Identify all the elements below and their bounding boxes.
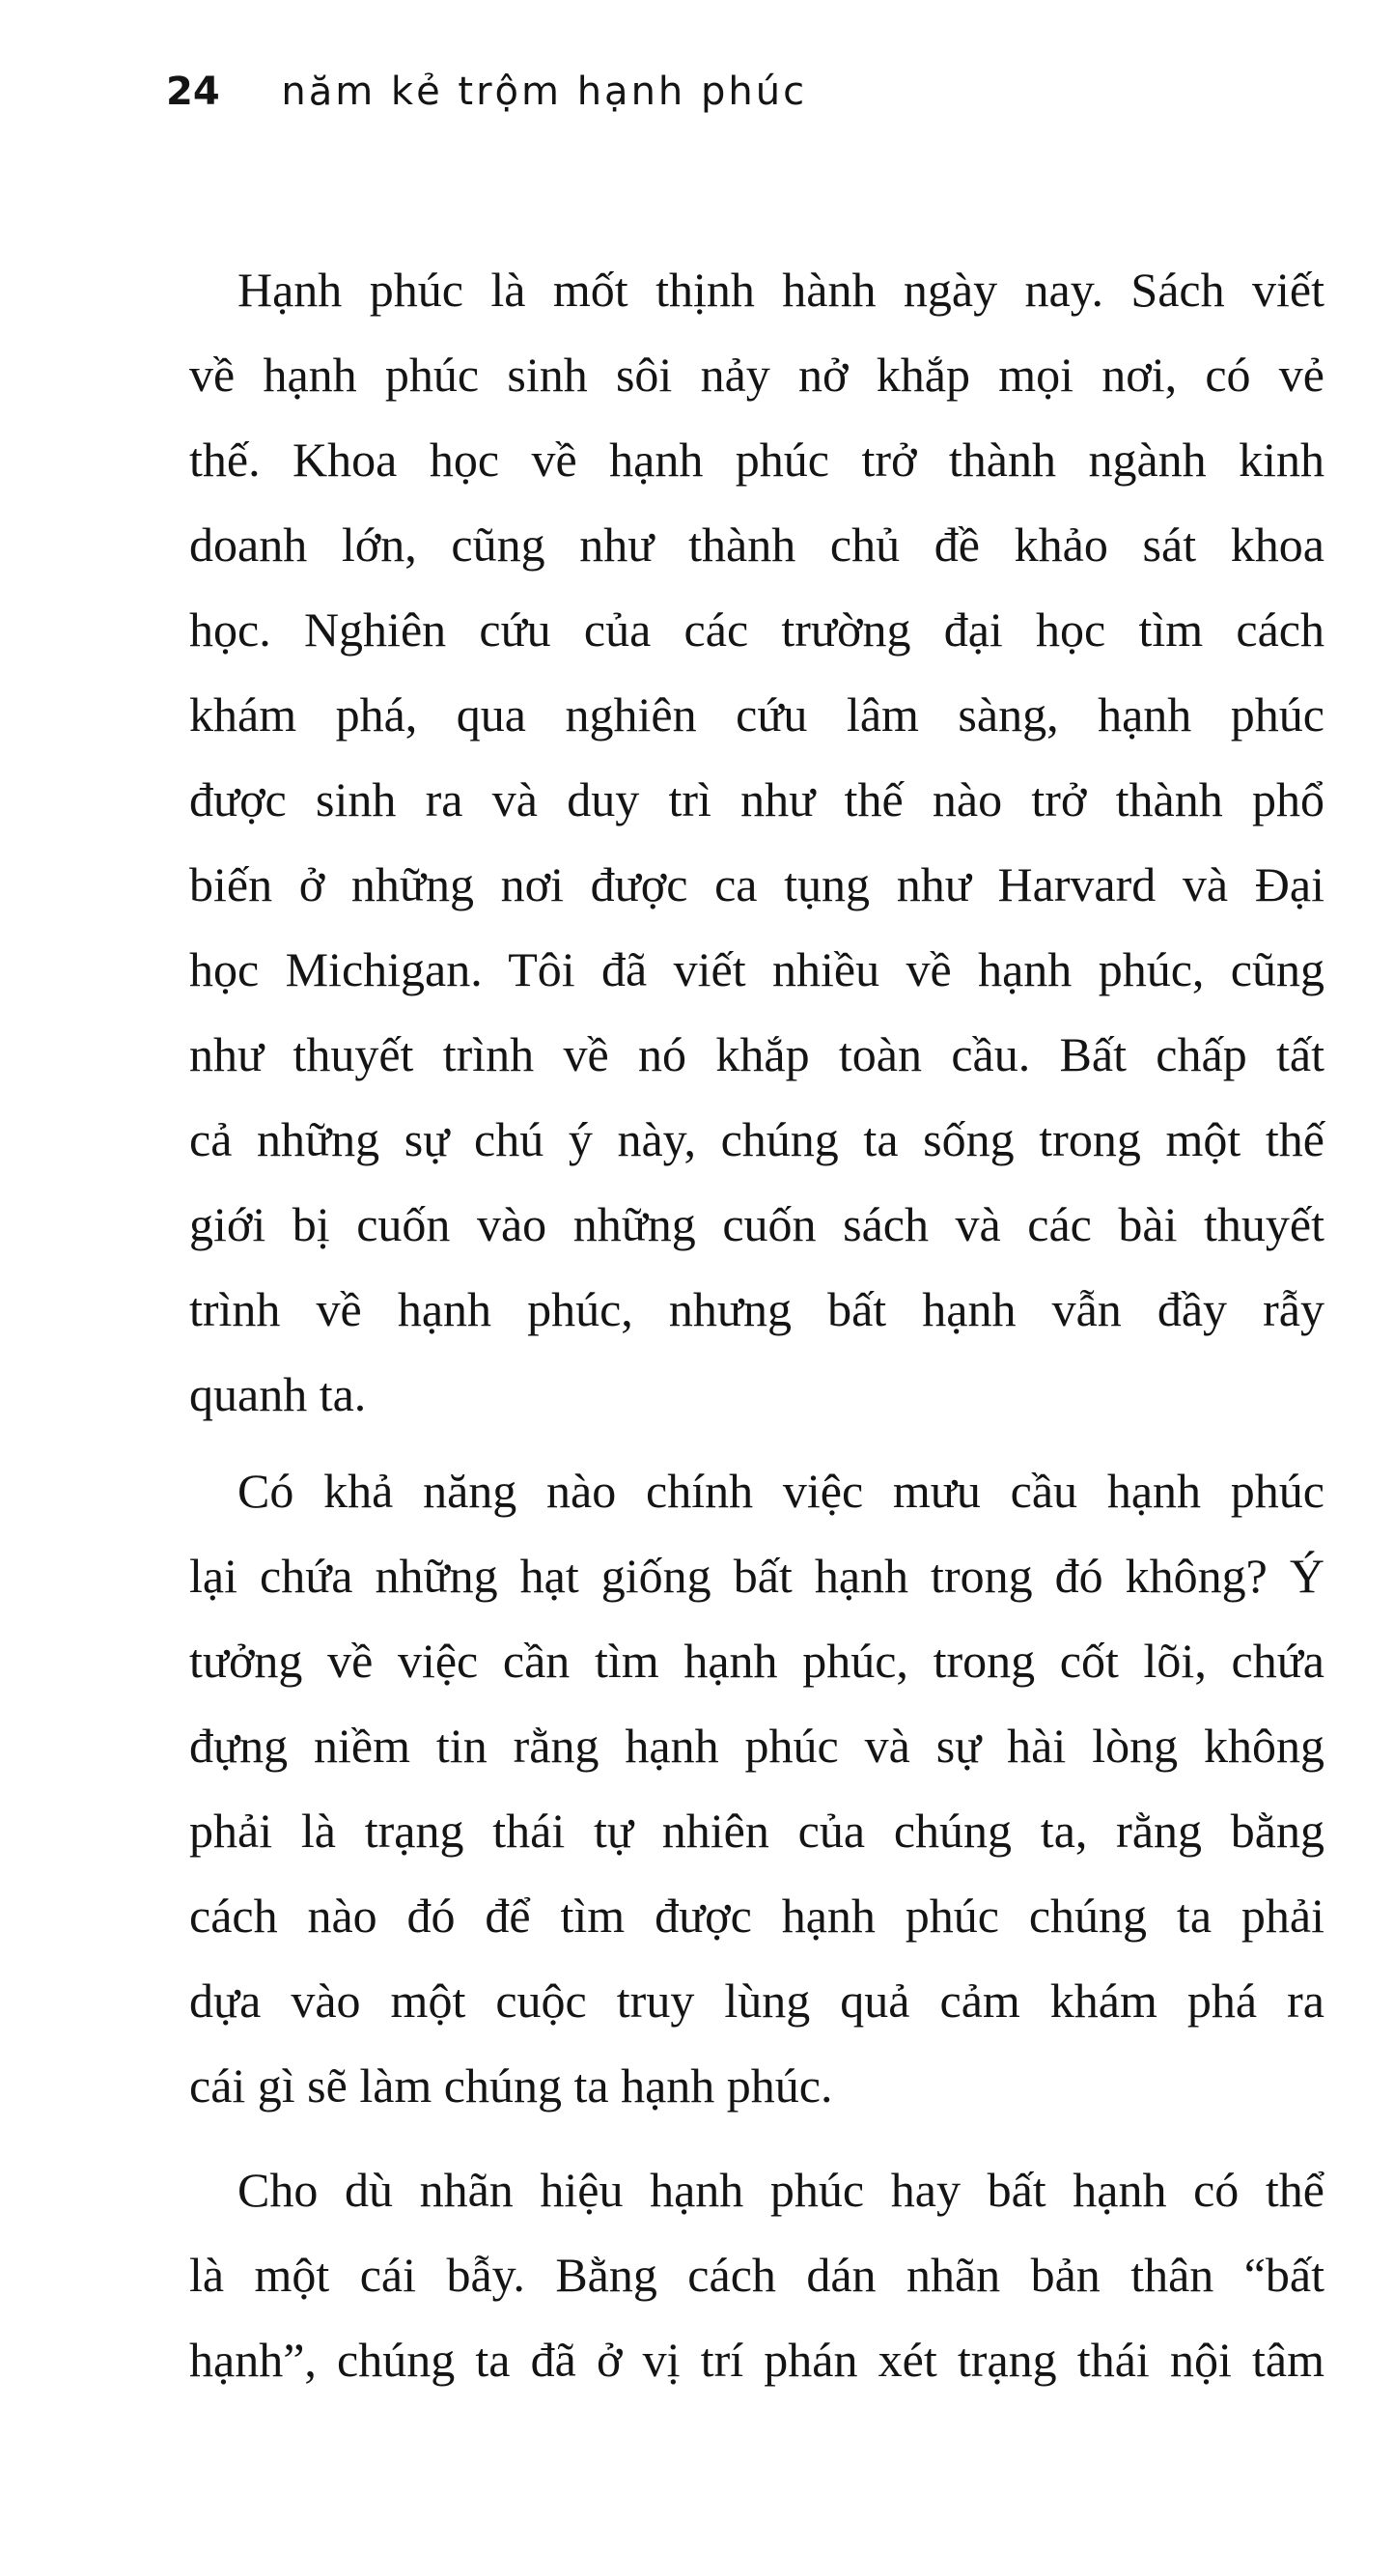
text-line: Cho dù nhãn hiệu hạnh phúc hay bất hạnh có thể [237, 2163, 1324, 2217]
page-number: 24 [166, 70, 220, 114]
text-line: cách nào đó để tìm được hạnh phúc chúng ta phải [189, 1889, 1324, 1943]
text-line: doanh lớn, cũng như thành chủ đề khảo sát khoa [189, 518, 1324, 572]
paragraph [189, 2147, 1324, 2402]
running-title: năm kẻ trộm hạnh phúc [281, 70, 808, 114]
text-line: cái gì sẽ làm chúng ta hạnh phúc. [189, 2058, 833, 2113]
text-line: cả những sự chú ý này, chúng ta sống trong một thế [189, 1112, 1324, 1166]
paragraph [189, 247, 1324, 1437]
text-line: được sinh ra và duy trì như thế nào trở thành phổ [189, 772, 1324, 826]
text-line: về hạnh phúc sinh sôi nảy nở khắp mọi nơi, có vẻ [189, 348, 1324, 402]
text-line: Có khả năng nào chính việc mưu cầu hạnh phúc [237, 1464, 1324, 1518]
text-line: là một cái bẫy. Bằng cách dán nhãn bản thân “bất [189, 2248, 1324, 2302]
text-line: như thuyết trình về nó khắp toàn cầu. Bất chấp tất [189, 1027, 1324, 1081]
text-line: quanh ta. [189, 1367, 367, 1421]
text-line: tưởng về việc cần tìm hạnh phúc, trong cốt lõi, chứa [189, 1634, 1324, 1688]
text-line: lại chứa những hạt giống bất hạnh trong đó không? Ý [189, 1549, 1324, 1603]
text-line: học. Nghiên cứu của các trường đại học tìm cách [189, 602, 1324, 657]
text-line: phải là trạng thái tự nhiên của chúng ta, rằng bằng [189, 1804, 1324, 1858]
text-line: hạnh”, chúng ta đã ở vị trí phán xét trạng thái nội tâm [189, 2333, 1324, 2387]
text-line: thế. Khoa học về hạnh phúc trở thành ngành kinh [189, 433, 1324, 487]
text-line: học Michigan. Tôi đã viết nhiều về hạnh phúc, cũng [189, 942, 1324, 996]
paragraph [189, 1448, 1324, 2128]
text-line: dựa vào một cuộc truy lùng quả cảm khám phá ra [189, 1974, 1324, 2028]
text-line: trình về hạnh phúc, nhưng bất hạnh vẫn đầy rẫy [189, 1282, 1324, 1336]
text-line: biến ở những nơi được ca tụng như Harvard và Đại [189, 857, 1324, 911]
running-header [166, 70, 807, 114]
text-line: đựng niềm tin rằng hạnh phúc và sự hài lòng không [189, 1719, 1324, 1773]
text-line: giới bị cuốn vào những cuốn sách và các bài thuyết [189, 1197, 1324, 1251]
text-line: Hạnh phúc là mốt thịnh hành ngày nay. Sách viết [237, 263, 1324, 317]
body-text [189, 247, 1324, 2402]
text-line: khám phá, qua nghiên cứu lâm sàng, hạnh phúc [189, 687, 1324, 742]
